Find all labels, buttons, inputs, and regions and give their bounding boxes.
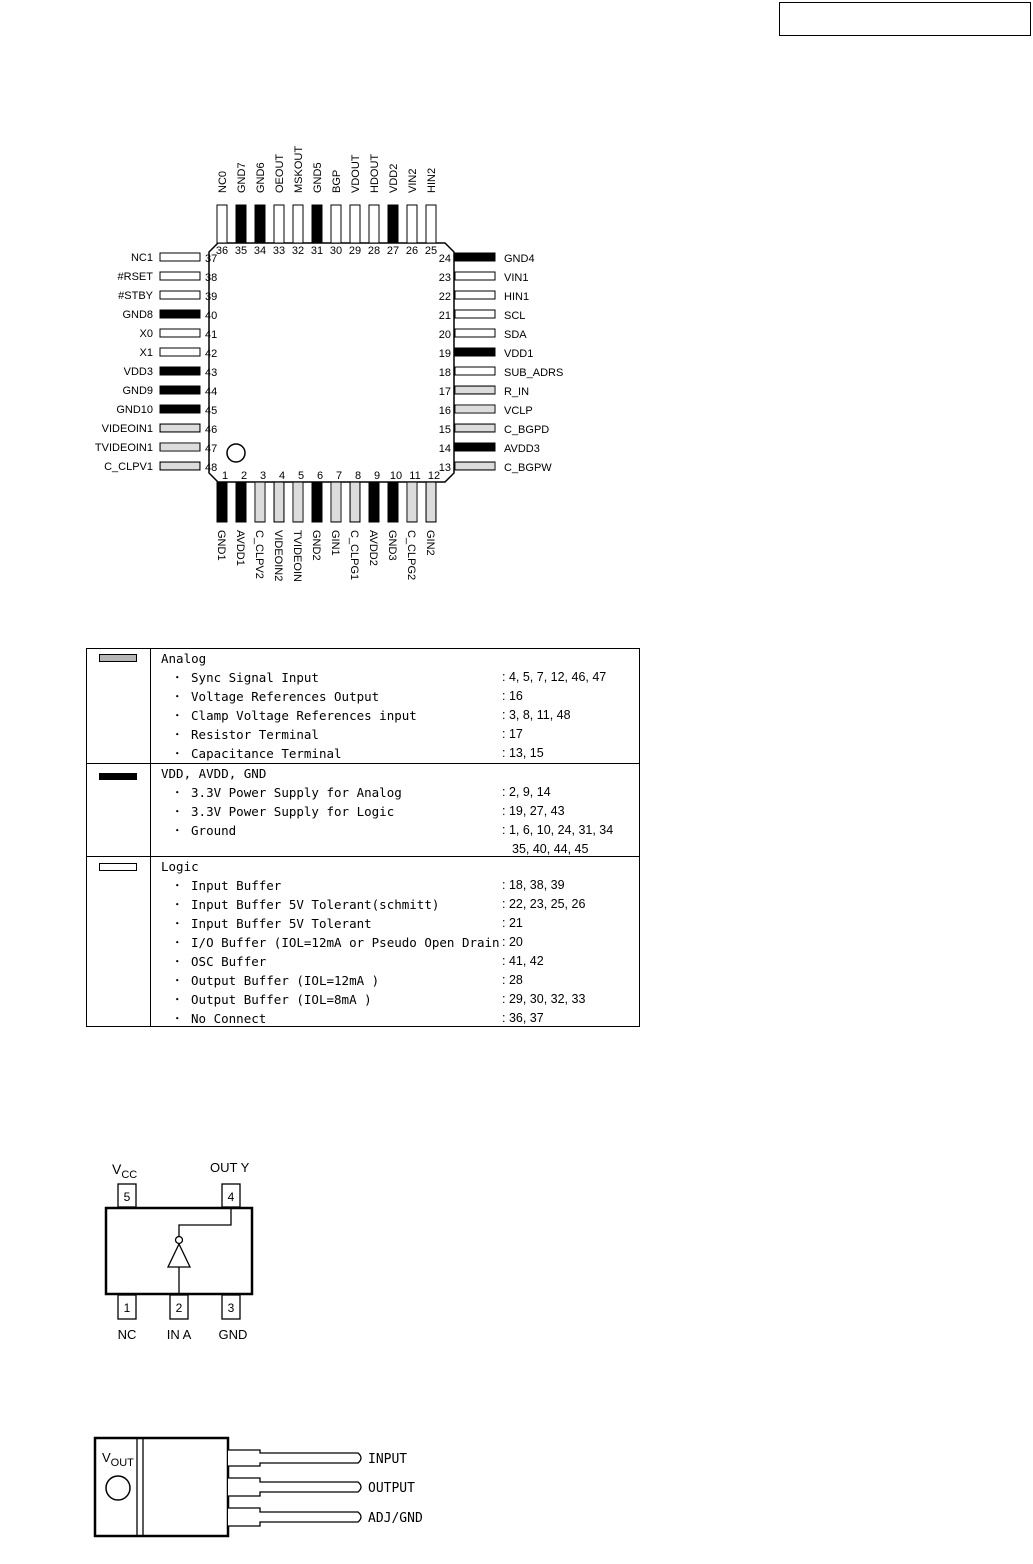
pin-name: VCLP bbox=[504, 405, 533, 417]
pin-number: 40 bbox=[205, 310, 218, 322]
pin-number: 32 bbox=[291, 245, 305, 257]
legend-row-label: ・ OSC Buffer bbox=[171, 954, 267, 969]
pin-number: 19 bbox=[438, 348, 451, 360]
pin-28 bbox=[369, 205, 379, 243]
pin-name: VIN1 bbox=[504, 272, 529, 284]
pin-number: 1 bbox=[221, 470, 229, 482]
legend-row-label: ・ Ground bbox=[171, 823, 237, 838]
pin-name: VIDEOIN2 bbox=[272, 530, 284, 582]
legend-row-pins: : 4, 5, 7, 12, 46, 47 bbox=[502, 670, 607, 684]
pin-24 bbox=[455, 253, 495, 261]
pin-number: 10 bbox=[389, 470, 403, 482]
pin-number: 29 bbox=[348, 245, 362, 257]
pin-number: 30 bbox=[329, 245, 343, 257]
pin-name: C_CLPG1 bbox=[348, 530, 360, 581]
pin-number: 5 bbox=[297, 470, 305, 482]
legend-row-label: ・ No Connect bbox=[171, 1011, 267, 1026]
pin-number: 20 bbox=[438, 329, 451, 341]
pin-8 bbox=[350, 482, 360, 522]
pin-name: VDD1 bbox=[504, 348, 534, 360]
pin-name: GND2 bbox=[310, 530, 322, 561]
pin-number: 37 bbox=[205, 253, 218, 265]
pin-name: C_CLPG2 bbox=[405, 530, 417, 581]
pin-15 bbox=[455, 424, 495, 432]
legend-row-pins: : 22, 23, 25, 26 bbox=[502, 897, 586, 911]
legend-row-pins: : 16 bbox=[502, 689, 523, 703]
pin-45 bbox=[160, 405, 200, 413]
pin-name: SDA bbox=[504, 329, 527, 341]
pin-name: GND5 bbox=[312, 162, 324, 193]
pin-name: AVDD1 bbox=[234, 530, 246, 566]
mounting-hole bbox=[106, 1476, 130, 1500]
in-a-label: IN A bbox=[166, 1327, 192, 1342]
pin1-marker bbox=[227, 444, 245, 462]
pin-number: 45 bbox=[205, 405, 218, 417]
legend-row-pins: : 19, 27, 43 bbox=[502, 804, 565, 818]
pin-40 bbox=[160, 310, 200, 318]
legend-row-pins: : 29, 30, 32, 33 bbox=[502, 992, 586, 1006]
pin-22 bbox=[455, 291, 495, 299]
legend-row-label: ・ Output Buffer (IOL=8mA ) bbox=[171, 992, 372, 1007]
legend-row-pins: : 2, 9, 14 bbox=[502, 785, 551, 799]
pin-10 bbox=[388, 482, 398, 522]
legend-row-label: ・ 3.3V Power Supply for Logic bbox=[171, 804, 395, 819]
legend-row-pins: : 13, 15 bbox=[502, 746, 544, 760]
nc-label: NC bbox=[117, 1327, 137, 1342]
pin-number: 11 bbox=[409, 470, 421, 482]
vout-label: $V_{OUT}$ bbox=[102, 1450, 134, 1469]
pin-name: VDD2 bbox=[388, 163, 400, 193]
legend-title: Logic bbox=[161, 859, 199, 874]
pin-number: 28 bbox=[367, 245, 381, 257]
pin-number: 4 bbox=[278, 470, 286, 482]
lead-output bbox=[228, 1478, 361, 1496]
pin-name: GND6 bbox=[255, 162, 267, 193]
pin-19 bbox=[455, 348, 495, 356]
pin-name: VIDEOIN1 bbox=[101, 423, 153, 435]
pin-name: VIN2 bbox=[407, 168, 419, 193]
pin-name: C_CLPV2 bbox=[253, 530, 265, 579]
pin-name: C_BGPD bbox=[504, 424, 550, 436]
pin-number: 15 bbox=[438, 424, 451, 436]
pin-number: 43 bbox=[205, 367, 218, 379]
pin-name: VDD3 bbox=[123, 366, 153, 378]
pin-25 bbox=[426, 205, 436, 243]
pin-name: GND8 bbox=[122, 309, 153, 321]
pin-48 bbox=[160, 462, 200, 470]
legend-divider bbox=[150, 649, 151, 1026]
legend-group-analog bbox=[87, 649, 639, 763]
legend-row-pins: : 41, 42 bbox=[502, 954, 544, 968]
regulator-package-diagram bbox=[90, 1430, 470, 1550]
pin-number: 22 bbox=[438, 291, 451, 303]
pin-number: 12 bbox=[427, 470, 441, 482]
pin-number: 26 bbox=[405, 245, 419, 257]
pin-4 bbox=[274, 482, 284, 522]
pin-name: C_CLPV1 bbox=[104, 461, 153, 473]
legend-group-logic bbox=[87, 856, 639, 1027]
legend-row-label: ・ Sync Signal Input bbox=[171, 670, 319, 685]
pin-number: 14 bbox=[438, 443, 451, 455]
legend-row-label: ・ 3.3V Power Supply for Analog bbox=[171, 785, 402, 800]
legend-group-power bbox=[87, 763, 639, 857]
pin-33 bbox=[274, 205, 284, 243]
pin-number: 48 bbox=[205, 462, 218, 474]
analog-swatch bbox=[99, 654, 137, 662]
legend-row-pins: : 18, 38, 39 bbox=[502, 878, 565, 892]
pin-name: SCL bbox=[504, 310, 526, 322]
pin-31 bbox=[312, 205, 322, 243]
pin-44 bbox=[160, 386, 200, 394]
chip-body bbox=[209, 243, 454, 482]
pin-47 bbox=[160, 443, 200, 451]
lead-input bbox=[228, 1450, 361, 1466]
pin-name: #RSET bbox=[117, 271, 153, 283]
pin-name: HIN1 bbox=[504, 291, 530, 303]
legend-title: Analog bbox=[161, 651, 207, 666]
pin-number: 16 bbox=[438, 405, 451, 417]
pin-21 bbox=[455, 310, 495, 318]
pin-27 bbox=[388, 205, 398, 243]
lead-adj-gnd bbox=[228, 1508, 361, 1526]
pin-3 bbox=[255, 482, 265, 522]
pin-name: R_IN bbox=[504, 386, 530, 398]
pin2-number: 2 bbox=[175, 1301, 183, 1315]
pin-number: 6 bbox=[316, 470, 324, 482]
pin-number: 25 bbox=[424, 245, 438, 257]
pin-42 bbox=[160, 348, 200, 356]
legend-row-pins: : 1, 6, 10, 24, 31, 34 bbox=[502, 823, 614, 837]
pin-name: AVDD3 bbox=[504, 443, 540, 455]
pin-number: 21 bbox=[438, 310, 451, 322]
pin-29 bbox=[350, 205, 360, 243]
pin-number: 9 bbox=[373, 470, 381, 482]
pin-43 bbox=[160, 367, 200, 375]
pin-20 bbox=[455, 329, 495, 337]
pin-name: GIN1 bbox=[329, 530, 341, 556]
legend-row-label: ・ Resistor Terminal bbox=[171, 727, 319, 742]
vcc-label: $V_{CC}$ bbox=[112, 1161, 138, 1181]
pin-39 bbox=[160, 291, 200, 299]
legend-title: VDD, AVDD, GND bbox=[161, 766, 267, 781]
legend-row-label: ・ Input Buffer bbox=[171, 878, 282, 893]
pin-name: NC0 bbox=[217, 170, 229, 193]
pin-5 bbox=[293, 482, 303, 522]
pin3-number: 3 bbox=[227, 1301, 235, 1315]
pin-name: TVIDEOIN bbox=[291, 530, 303, 582]
pin-14 bbox=[455, 443, 495, 451]
pin-name: GND10 bbox=[116, 404, 153, 416]
pin-number: 13 bbox=[438, 462, 451, 474]
pin-name: X1 bbox=[139, 347, 153, 359]
pin-number: 2 bbox=[240, 470, 248, 482]
pin-number: 33 bbox=[272, 245, 286, 257]
pin-name: GND9 bbox=[122, 385, 153, 397]
pin-name: HIN2 bbox=[426, 167, 438, 193]
pin-number: 8 bbox=[354, 470, 362, 482]
legend-row-label: ・ Input Buffer 5V Tolerant(schmitt) bbox=[171, 897, 440, 912]
pin-32 bbox=[293, 205, 303, 243]
pin-number: 3 bbox=[259, 470, 267, 482]
legend-row-pins: : 36, 37 bbox=[502, 1011, 544, 1025]
pin-number: 34 bbox=[253, 245, 267, 257]
logic-swatch bbox=[99, 863, 137, 871]
pin-2 bbox=[236, 482, 246, 522]
legend-row-label: ・ Clamp Voltage References input bbox=[171, 708, 417, 723]
pin-number: 23 bbox=[438, 272, 451, 284]
pin-30 bbox=[331, 205, 341, 243]
pin4-number: 4 bbox=[227, 1190, 235, 1204]
pin-number: 41 bbox=[205, 329, 218, 341]
legend-row-pins: : 3, 8, 11, 48 bbox=[502, 708, 571, 722]
legend-row-pins: : 17 bbox=[502, 727, 523, 741]
power-swatch bbox=[99, 773, 137, 780]
legend-row-pins: : 28 bbox=[502, 973, 523, 987]
pin-number: 44 bbox=[205, 386, 218, 398]
pin-name: BGP bbox=[331, 169, 343, 193]
adj-gnd-label: ADJ/GND bbox=[368, 1511, 423, 1526]
pin-46 bbox=[160, 424, 200, 432]
legend-row-pins: : 20 bbox=[502, 935, 523, 949]
gnd-label: GND bbox=[218, 1327, 248, 1342]
pin-6 bbox=[312, 482, 322, 522]
pin-1 bbox=[217, 482, 227, 522]
pin-12 bbox=[426, 482, 436, 522]
pin-name: GND3 bbox=[386, 530, 398, 561]
pin1-number: 1 bbox=[123, 1301, 131, 1315]
pin-number: 38 bbox=[205, 272, 218, 284]
pin-number: 46 bbox=[205, 424, 218, 436]
pin-name: GND4 bbox=[504, 253, 535, 265]
legend-row-label: ・ Capacitance Terminal bbox=[171, 746, 342, 761]
pin-number: 36 bbox=[215, 245, 229, 257]
pin-37 bbox=[160, 253, 200, 261]
pin-name: #STBY bbox=[118, 290, 153, 302]
pin-number: 31 bbox=[310, 245, 324, 257]
pin-23 bbox=[455, 272, 495, 280]
pin-number: 18 bbox=[438, 367, 451, 379]
pin-number: 27 bbox=[386, 245, 400, 257]
pin-7 bbox=[331, 482, 341, 522]
pin-name: GND1 bbox=[215, 530, 227, 561]
legend-row-label: ・ Output Buffer (IOL=12mA ) bbox=[171, 973, 380, 988]
pin-name: TVIDEOIN1 bbox=[94, 442, 153, 454]
pin-name: C_BGPW bbox=[504, 462, 552, 474]
pin-name: OEOUT bbox=[274, 153, 286, 193]
pin-number: 7 bbox=[335, 470, 343, 482]
pin5-number: 5 bbox=[123, 1190, 131, 1204]
pin-name: SUB_ADRS bbox=[504, 367, 564, 379]
pin-36 bbox=[217, 205, 227, 243]
pin-38 bbox=[160, 272, 200, 280]
pin-26 bbox=[407, 205, 417, 243]
pin-name: HDOUT bbox=[369, 153, 381, 193]
input-label: INPUT bbox=[368, 1452, 408, 1467]
output-label: OUTPUT bbox=[368, 1481, 415, 1496]
pin-name: GND7 bbox=[236, 162, 248, 193]
inverter-package-diagram bbox=[90, 1150, 290, 1350]
pin-16 bbox=[455, 405, 495, 413]
pin-17 bbox=[455, 386, 495, 394]
pin-number: 35 bbox=[234, 245, 248, 257]
pin-41 bbox=[160, 329, 200, 337]
out-y-label: OUT Y bbox=[210, 1160, 250, 1175]
legend-row-pins: 35, 40, 44, 45 bbox=[512, 842, 589, 856]
pin-number: 17 bbox=[438, 386, 451, 398]
pin-number: 47 bbox=[205, 443, 218, 455]
qfp48-pinout-diagram bbox=[0, 0, 1033, 640]
pin-number: 39 bbox=[205, 291, 218, 303]
pin-type-legend-table bbox=[86, 648, 640, 1027]
pin-number: 24 bbox=[438, 253, 451, 265]
pin-name: AVDD2 bbox=[367, 530, 379, 566]
pin-13 bbox=[455, 462, 495, 470]
pin-11 bbox=[407, 482, 417, 522]
legend-row-pins: : 21 bbox=[502, 916, 523, 930]
pin-name: GIN2 bbox=[424, 530, 436, 556]
legend-row-label: ・ Voltage References Output bbox=[171, 689, 380, 704]
pin-name: MSKOUT bbox=[293, 145, 305, 193]
pin-18 bbox=[455, 367, 495, 375]
pin-name: NC1 bbox=[130, 252, 153, 264]
inverter-bubble bbox=[176, 1237, 183, 1244]
pin-name: VDOUT bbox=[350, 154, 362, 193]
pin-9 bbox=[369, 482, 379, 522]
pin-35 bbox=[236, 205, 246, 243]
legend-row-label: ・ I/O Buffer (IOL=12mA or Pseudo Open Drain bbox=[171, 935, 500, 950]
pin-name: X0 bbox=[139, 328, 153, 340]
pin-number: 42 bbox=[205, 348, 218, 360]
pin-34 bbox=[255, 205, 265, 243]
legend-row-label: ・ Input Buffer 5V Tolerant bbox=[171, 916, 372, 931]
